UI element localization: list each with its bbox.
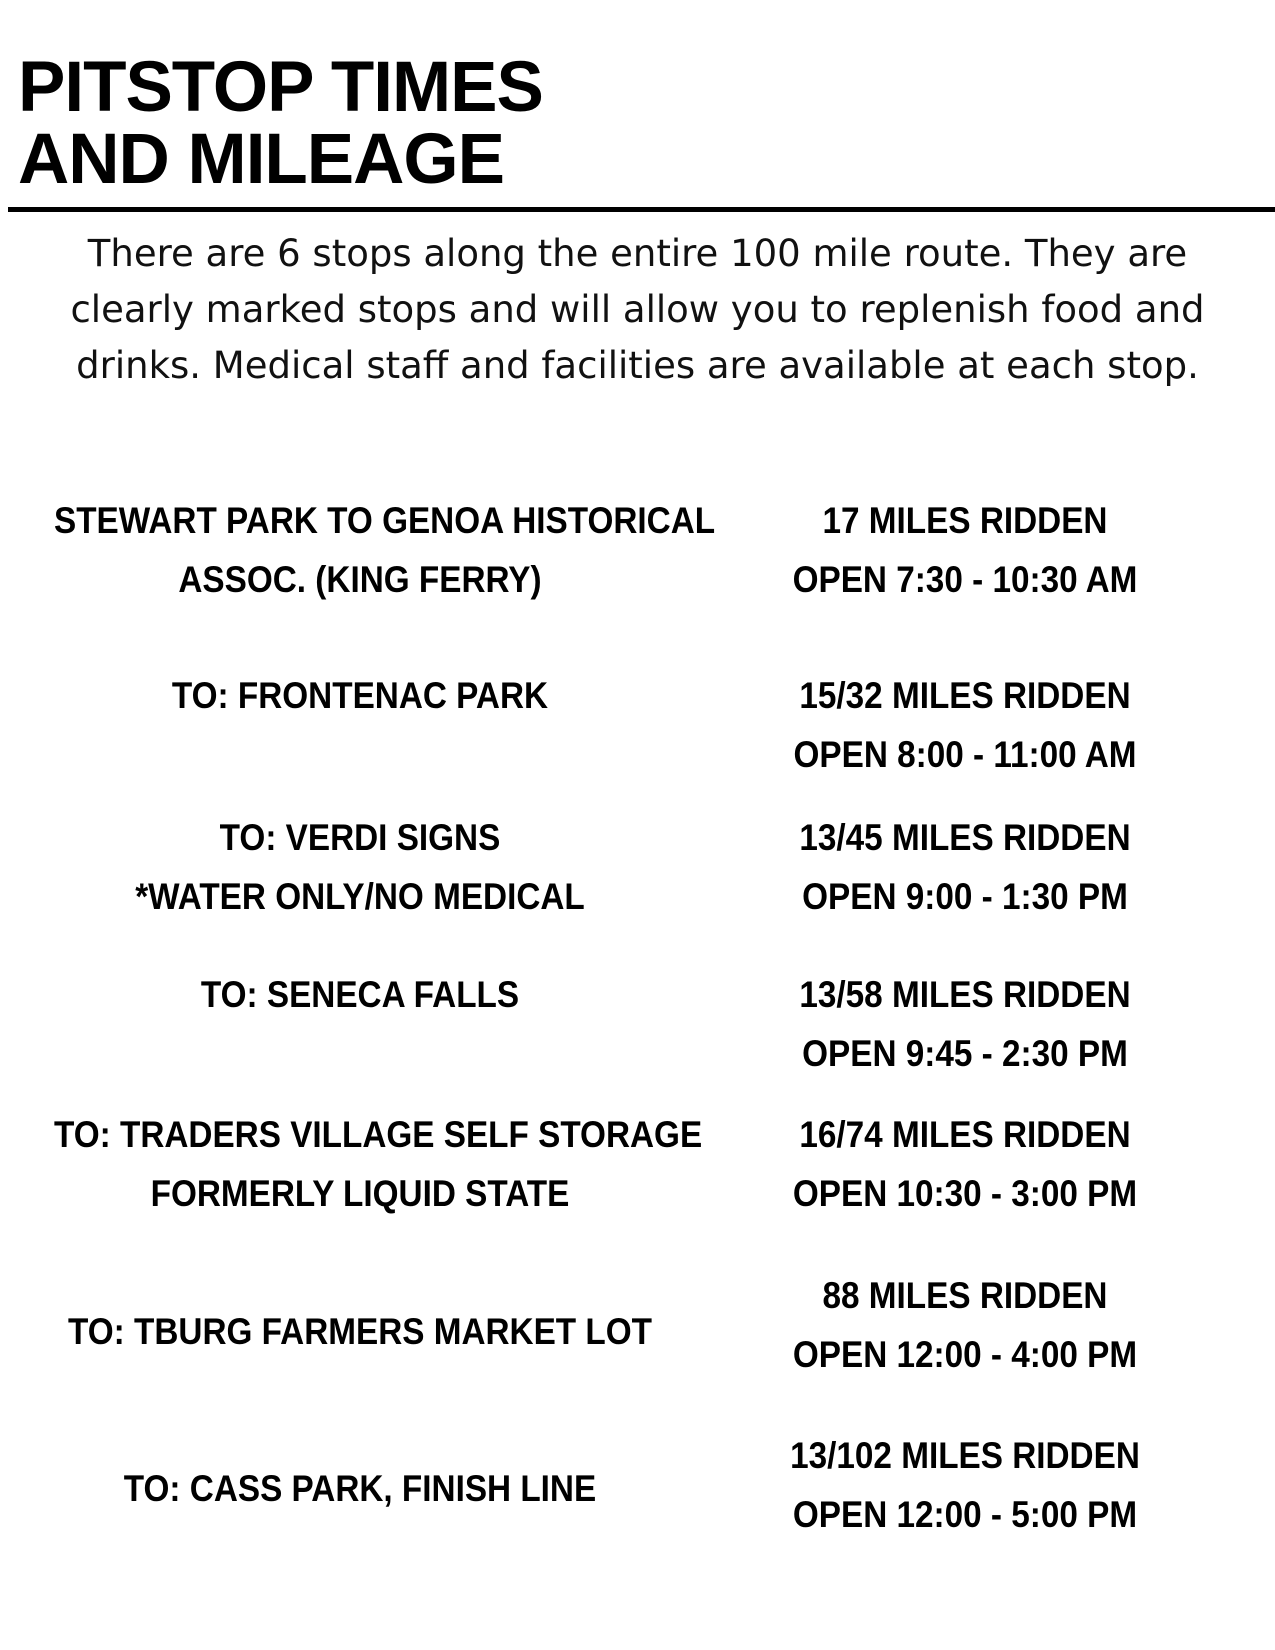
title-divider [8, 207, 1275, 212]
intro-paragraph: There are 6 stops along the entire 100 mile route. They are clearly marked stops and will allow you to replenish food and drinks. Medical staff and facilities are available at each stop. [70, 232, 1205, 387]
stop-5-route-line-1: TO: TRADERS VILLAGE SELF STORAGE [54, 1114, 703, 1155]
stop-1-miles: 17 MILES RIDDEN [822, 500, 1108, 541]
stop-1-route [54, 491, 716, 609]
stop-4-route-line-1: TO: SENECA FALLS [200, 974, 520, 1015]
stop-4-miles: 13/58 MILES RIDDEN [799, 974, 1131, 1015]
page-title-line-1: PITSTOP TIMES [18, 48, 543, 127]
stop-2-route-line-1: TO: FRONTENAC PARK [171, 675, 549, 716]
stop-3-route [54, 808, 666, 926]
stop-5-route-line-2: FORMERLY LIQUID STATE [150, 1173, 570, 1214]
stop-5-route [54, 1105, 703, 1223]
stop-5-hours: OPEN 10:30 - 3:00 PM [792, 1173, 1138, 1214]
stop-2-info [781, 666, 1150, 784]
stop-3-hours: OPEN 9:00 - 1:30 PM [802, 876, 1128, 917]
stop-3-route-line-2: *WATER ONLY/NO MEDICAL [135, 876, 585, 917]
page-title [18, 48, 543, 199]
stop-7-route [54, 1459, 666, 1518]
stop-3-miles: 13/45 MILES RIDDEN [799, 817, 1131, 858]
stop-6-route-line-1: TO: TBURG FARMERS MARKET LOT [68, 1311, 652, 1352]
stop-4-info [781, 965, 1150, 1083]
stop-7-route-line-1: TO: CASS PARK, FINISH LINE [123, 1468, 597, 1509]
stop-1-route-line-1: STEWART PARK TO GENOA HISTORICAL [54, 500, 716, 541]
stop-5-info [781, 1105, 1150, 1223]
stop-7-info [781, 1426, 1150, 1544]
stop-7-miles: 13/102 MILES RIDDEN [790, 1435, 1140, 1476]
stop-6-route [54, 1302, 666, 1361]
stop-1-route-line-2: ASSOC. (KING FERRY) [178, 559, 542, 600]
stop-4-route [54, 965, 666, 1024]
stop-1-hours: OPEN 7:30 - 10:30 AM [792, 559, 1138, 600]
stop-2-route [54, 666, 666, 725]
stop-6-info [781, 1266, 1150, 1384]
stop-1-info [781, 491, 1150, 609]
page-title-line-2: AND MILEAGE [18, 120, 504, 199]
stop-2-hours: OPEN 8:00 - 11:00 AM [793, 734, 1137, 775]
stop-6-miles: 88 MILES RIDDEN [822, 1275, 1108, 1316]
stop-4-hours: OPEN 9:45 - 2:30 PM [802, 1033, 1128, 1074]
stop-3-route-line-1: TO: VERDI SIGNS [219, 817, 501, 858]
stop-2-miles: 15/32 MILES RIDDEN [799, 675, 1131, 716]
stop-6-hours: OPEN 12:00 - 4:00 PM [792, 1334, 1138, 1375]
stop-7-hours: OPEN 12:00 - 5:00 PM [792, 1494, 1138, 1535]
stop-5-miles: 16/74 MILES RIDDEN [799, 1114, 1131, 1155]
stop-3-info [781, 808, 1150, 926]
